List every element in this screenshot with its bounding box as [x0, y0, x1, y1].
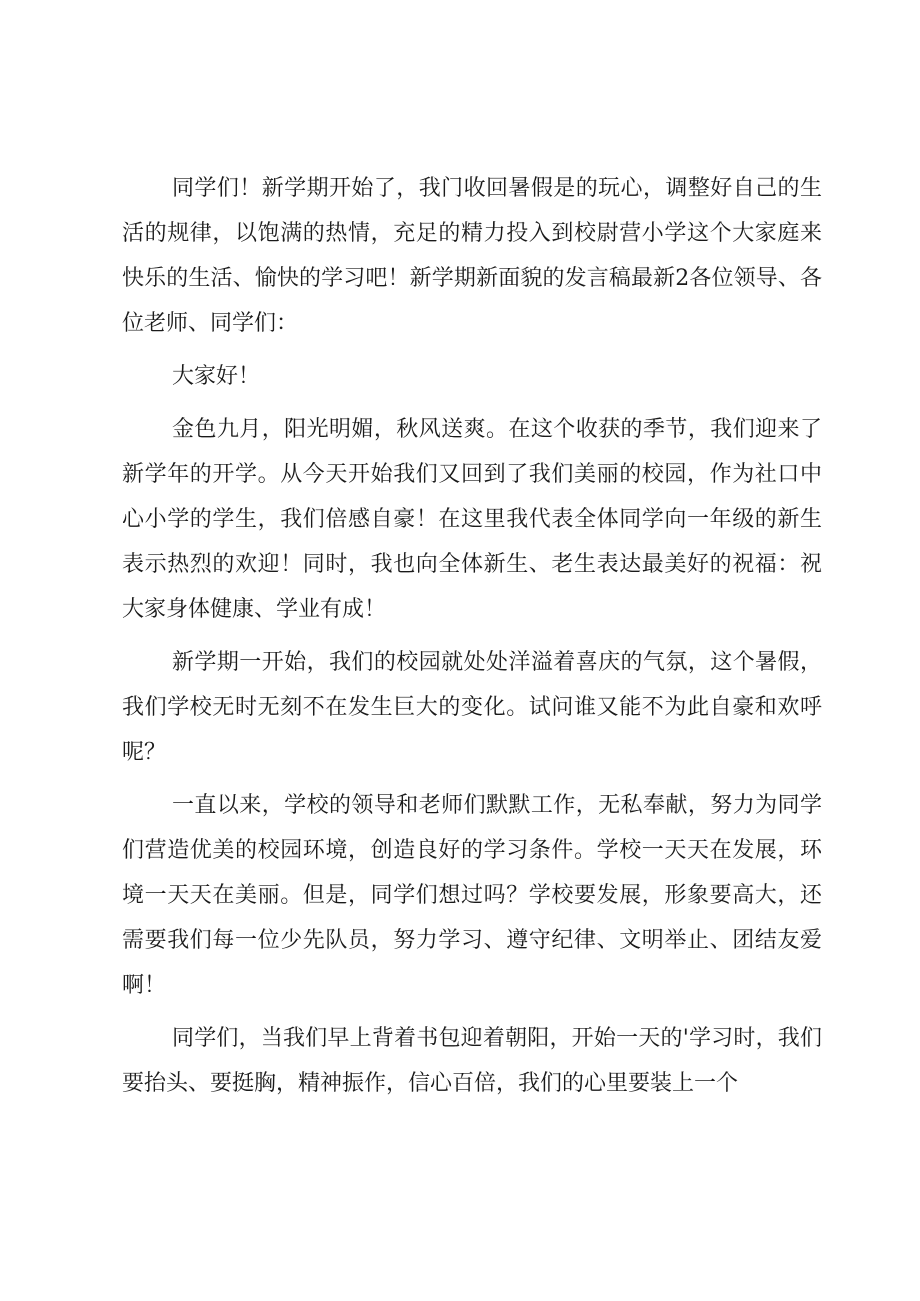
paragraph-morning: 同学们，当我们早上背着书包迎着朝阳，开始一天的'学习时，我们要抬头、要挺胸，精神振作，信心百倍，我们的心里要装上一个	[122, 1026, 822, 1096]
document-body	[122, 166, 822, 1114]
paragraph-intro: 同学们！新学期开始了，我门收回暑假是的玩心，调整好自己的生活的规律，以饱满的热情，充足的精力投入到校尉营小学这个大家庭来快乐的生活、愉快的学习吧！新学期新面貌的发言稿最新2各位领导、各位老师、同学们：	[122, 176, 822, 336]
paragraph-greeting: 大家好！	[172, 364, 261, 389]
paragraph-campus-change: 新学期一开始，我们的校园就处处洋溢着喜庆的气氛，这个暑假，我们学校无时无刻不在发生巨大的变化。试问谁又能不为此自豪和欢呼呢？	[122, 650, 822, 765]
paragraph-welcome: 金色九月，阳光明媚，秋风送爽。在这个收获的季节，我们迎来了新学年的开学。从今天开始我们又回到了我们美丽的校园，作为社口中心小学的学生，我们倍感自豪！在这里我代表全体同学向一年级的新生表示热烈的欢迎！同时，我也向全体新生、老生表达最美好的祝福：祝大家身体健康、学业有成！	[122, 417, 822, 622]
paragraph-teachers: 一直以来，学校的领导和老师们默默工作，无私奉献，努力为同学们营造优美的校园环境，创造良好的学习条件。学校一天天在发展，环境一天天在美丽。但是，同学们想过吗？学校要发展，形象要高大，还需要我们每一位少先队员，努力学习、遵守纪律、文明举止、团结友爱啊！	[122, 793, 822, 998]
